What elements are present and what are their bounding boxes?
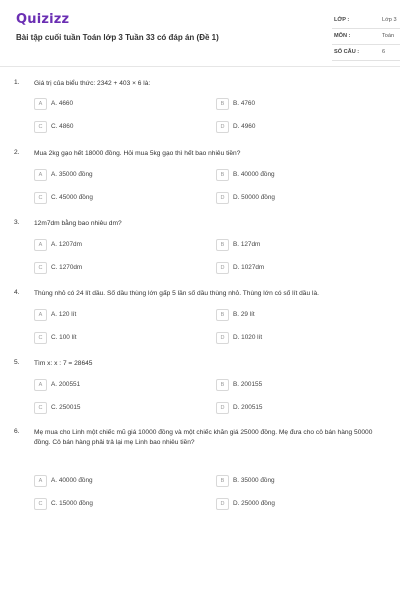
option-letter-box: D [216, 262, 229, 274]
question-number: 1. [14, 79, 20, 86]
option-letter-box: A [34, 239, 47, 251]
question-text: Mẹ mua cho Linh một chiếc mũ giá 10000 đồng và một chiếc khăn giá 25000 đồng. Mẹ đưa cho cô bán hàng 50000 đồng. Cô bán hàng phải trả lại mẹ Linh bao nhiêu tiền? [34, 429, 373, 446]
meta-label: MÔN : [334, 33, 351, 39]
question-text: Thùng nhỏ có 24 lít dầu. Số dầu thùng lớn gấp 5 lần số dầu thùng nhỏ. Thùng lớn có số lít dầu là. [34, 290, 319, 297]
meta-value: 6 [382, 49, 386, 55]
option-text: C. 15000 đồng [51, 500, 93, 507]
option-text: D. 200515 [233, 404, 263, 411]
option-text: A. 40000 đồng [51, 477, 93, 484]
option-text: C. 250015 [51, 404, 81, 411]
option-letter-box: B [216, 379, 229, 391]
option-text: D. 1020 lít [233, 334, 263, 341]
option-letter-box: A [34, 98, 47, 110]
meta-row-grade [332, 13, 400, 29]
option-text: A. 4660 [51, 100, 74, 107]
question-text: 12m7dm bằng bao nhiêu dm? [34, 220, 122, 227]
option-text: D. 25000 đồng [233, 500, 275, 507]
meta-value: Toán [382, 33, 395, 39]
option-text: C. 4860 [51, 123, 74, 130]
option-text: B. 35000 đồng [233, 477, 275, 484]
option-letter-box: A [34, 379, 47, 391]
option-letter-box: C [34, 192, 47, 204]
question-number: 2. [14, 149, 20, 156]
meta-label: SỐ CÂU : [334, 49, 360, 55]
option-text: A. 1207dm [51, 241, 82, 248]
option-letter-box: B [216, 475, 229, 487]
option-letter-box: C [34, 402, 47, 414]
meta-label: LỚP : [334, 17, 350, 23]
option-text: C. 45000 đồng [51, 194, 93, 201]
option-letter-box: C [34, 262, 47, 274]
option-text: C. 100 lít [51, 334, 77, 341]
option-text: B. 127dm [233, 241, 261, 248]
option-letter-box: B [216, 169, 229, 181]
quizizz-logo: Quizizz [16, 12, 70, 27]
option-letter-box: C [34, 498, 47, 510]
question-text: Giá trị của biểu thức: 2342 + 403 × 6 là: [34, 80, 151, 87]
meta-row-subject [332, 29, 400, 45]
question-number: 4. [14, 289, 20, 296]
worksheet-meta [332, 13, 400, 61]
option-text: B. 40000 đồng [233, 171, 275, 178]
header-divider [0, 66, 400, 67]
option-text: A. 35000 đồng [51, 171, 93, 178]
option-text: D. 1027dm [233, 264, 265, 271]
option-letter-box: C [34, 332, 47, 344]
option-text: B. 4760 [233, 100, 256, 107]
option-text: A. 120 lít [51, 311, 77, 318]
option-letter-box: D [216, 192, 229, 204]
option-letter-box: D [216, 121, 229, 133]
option-letter-box: D [216, 498, 229, 510]
worksheet-header [14, 10, 397, 62]
option-letter-box: C [34, 121, 47, 133]
option-letter-box: D [216, 332, 229, 344]
worksheet-title: Bài tập cuối tuần Toán lớp 3 Tuần 33 có đáp án (Đề 1) [16, 33, 219, 42]
option-text: C. 1270dm [51, 264, 83, 271]
option-letter-box: B [216, 98, 229, 110]
question-text: Mua 2kg gạo hết 18000 đồng. Hỏi mua 5kg gạo thì hết bao nhiêu tiền? [34, 150, 241, 157]
option-text: D. 50000 đồng [233, 194, 275, 201]
question-number: 3. [14, 219, 20, 226]
question-text: Tìm x: x : 7 = 28645 [34, 360, 93, 367]
option-letter-box: B [216, 239, 229, 251]
option-text: A. 200551 [51, 381, 81, 388]
option-letter-box: A [34, 475, 47, 487]
option-text: D. 4960 [233, 123, 256, 130]
option-letter-box: A [34, 169, 47, 181]
option-letter-box: B [216, 309, 229, 321]
option-text: B. 29 lít [233, 311, 255, 318]
option-letter-box: A [34, 309, 47, 321]
question-number: 6. [14, 428, 20, 435]
meta-row-question-count [332, 45, 400, 61]
meta-value: Lớp 3 [382, 17, 397, 23]
question-number: 5. [14, 359, 20, 366]
option-text: B. 200155 [233, 381, 263, 388]
option-letter-box: D [216, 402, 229, 414]
